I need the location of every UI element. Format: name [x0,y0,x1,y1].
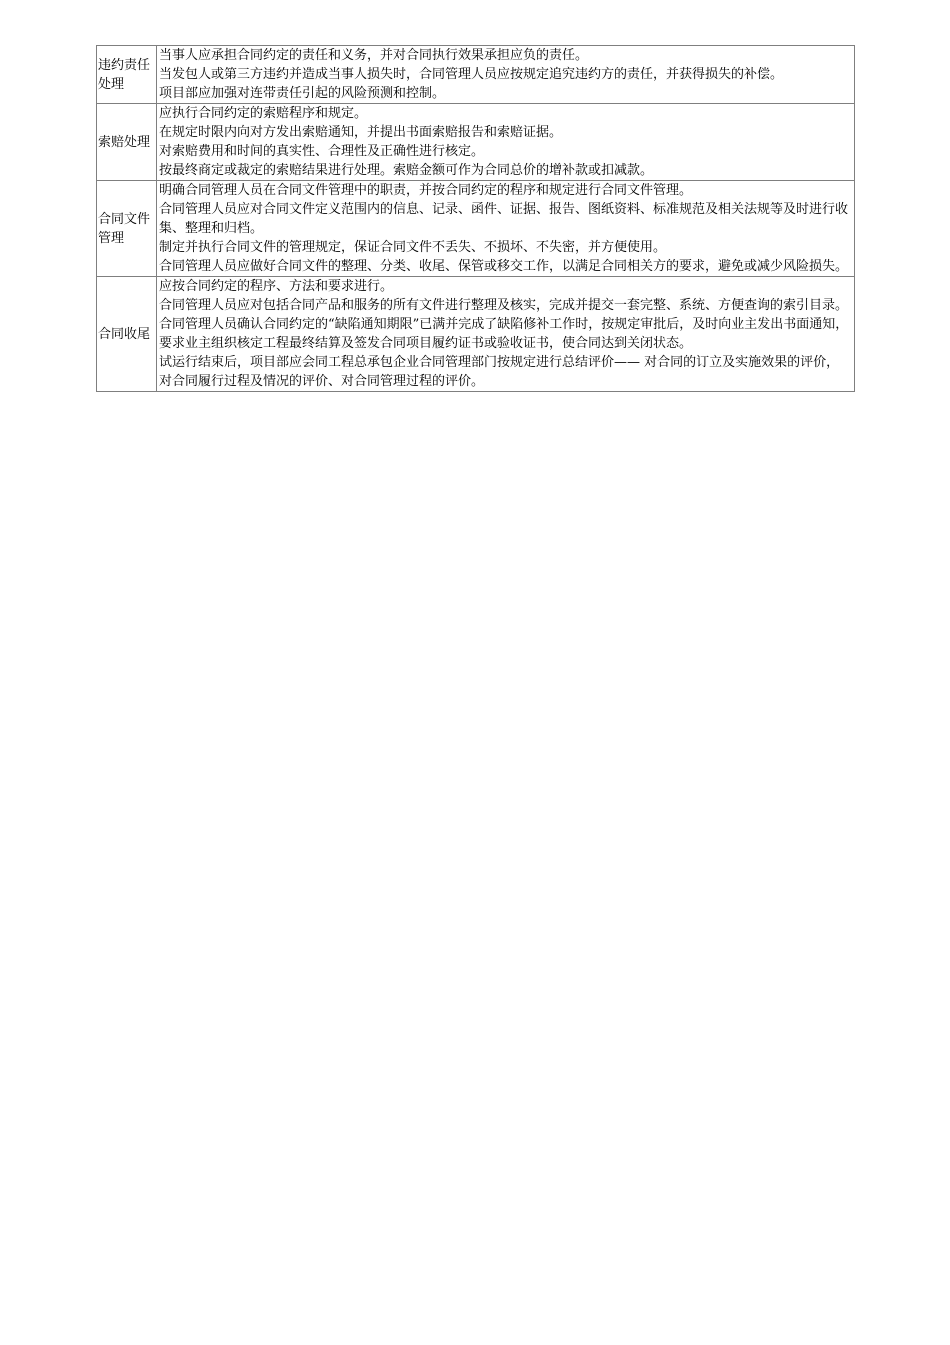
row-label-document-management: 合同文件管理 [97,181,157,277]
content-line: 合同管理人员应对合同文件定义范围内的信息、记录、函件、证据、报告、图纸资料、标准规范及相关法规等及时进行收集、整理和归档。 [159,202,849,236]
row-content-document-management [157,181,855,277]
row-content-breach-liability [157,46,855,104]
content-line: 制定并执行合同文件的管理规定，保证合同文件不丢失、不损坏、不失密，并方便使用。 [159,240,667,255]
content-line: 合同管理人员应做好合同文件的整理、分类、收尾、保管或移交工作，以满足合同相关方的要求，避免或减少风险损失。 [159,259,849,274]
content-line: 合同管理人员确认合同约定的“缺陷通知期限”已满并完成了缺陷修补工作时，按规定审批后，及时向业主发出书面通知，要求业主组织核定工程最终结算及签发合同项目履约证书或验收证书，使合同达到关闭状态。 [159,317,849,351]
table-row [97,104,855,181]
content-line: 应按合同约定的程序、方法和要求进行。 [159,279,394,294]
content-line: 试运行结束后，项目部应会同工程总承包企业合同管理部门按规定进行总结评价—— 对合同的订立及实施效果的评价，对合同履行过程及情况的评价、对合同管理过程的评价。 [159,355,840,389]
contract-management-table [96,45,855,392]
row-label-claims: 索赔处理 [97,104,157,181]
content-line: 项目部应加强对连带责任引起的风险预测和控制。 [159,86,446,101]
content-line: 当发包人或第三方违约并造成当事人损失时，合同管理人员应按规定追究违约方的责任，并获得损失的补偿。 [159,67,784,82]
content-line: 明确合同管理人员在合同文件管理中的职责，并按合同约定的程序和规定进行合同文件管理。 [159,183,693,198]
content-line: 对索赔费用和时间的真实性、合理性及正确性进行核定。 [159,144,485,159]
content-line: 合同管理人员应对包括合同产品和服务的所有文件进行整理及核实，完成并提交一套完整、系统、方便查询的索引目录。 [159,298,849,313]
table-row [97,46,855,104]
table-row [97,277,855,392]
content-line: 应执行合同约定的索赔程序和规定。 [159,106,368,121]
table-row [97,181,855,277]
row-content-contract-closeout [157,277,855,392]
content-line: 在规定时限内向对方发出索赔通知，并提出书面索赔报告和索赔证据。 [159,125,563,140]
row-content-claims [157,104,855,181]
content-line: 按最终商定或裁定的索赔结果进行处理。索赔金额可作为合同总价的增补款或扣减款。 [159,163,654,178]
row-label-contract-closeout: 合同收尾 [97,277,157,392]
row-label-breach-liability: 违约责任处理 [97,46,157,104]
content-line: 当事人应承担合同约定的责任和义务，并对合同执行效果承担应负的责任。 [159,48,589,63]
